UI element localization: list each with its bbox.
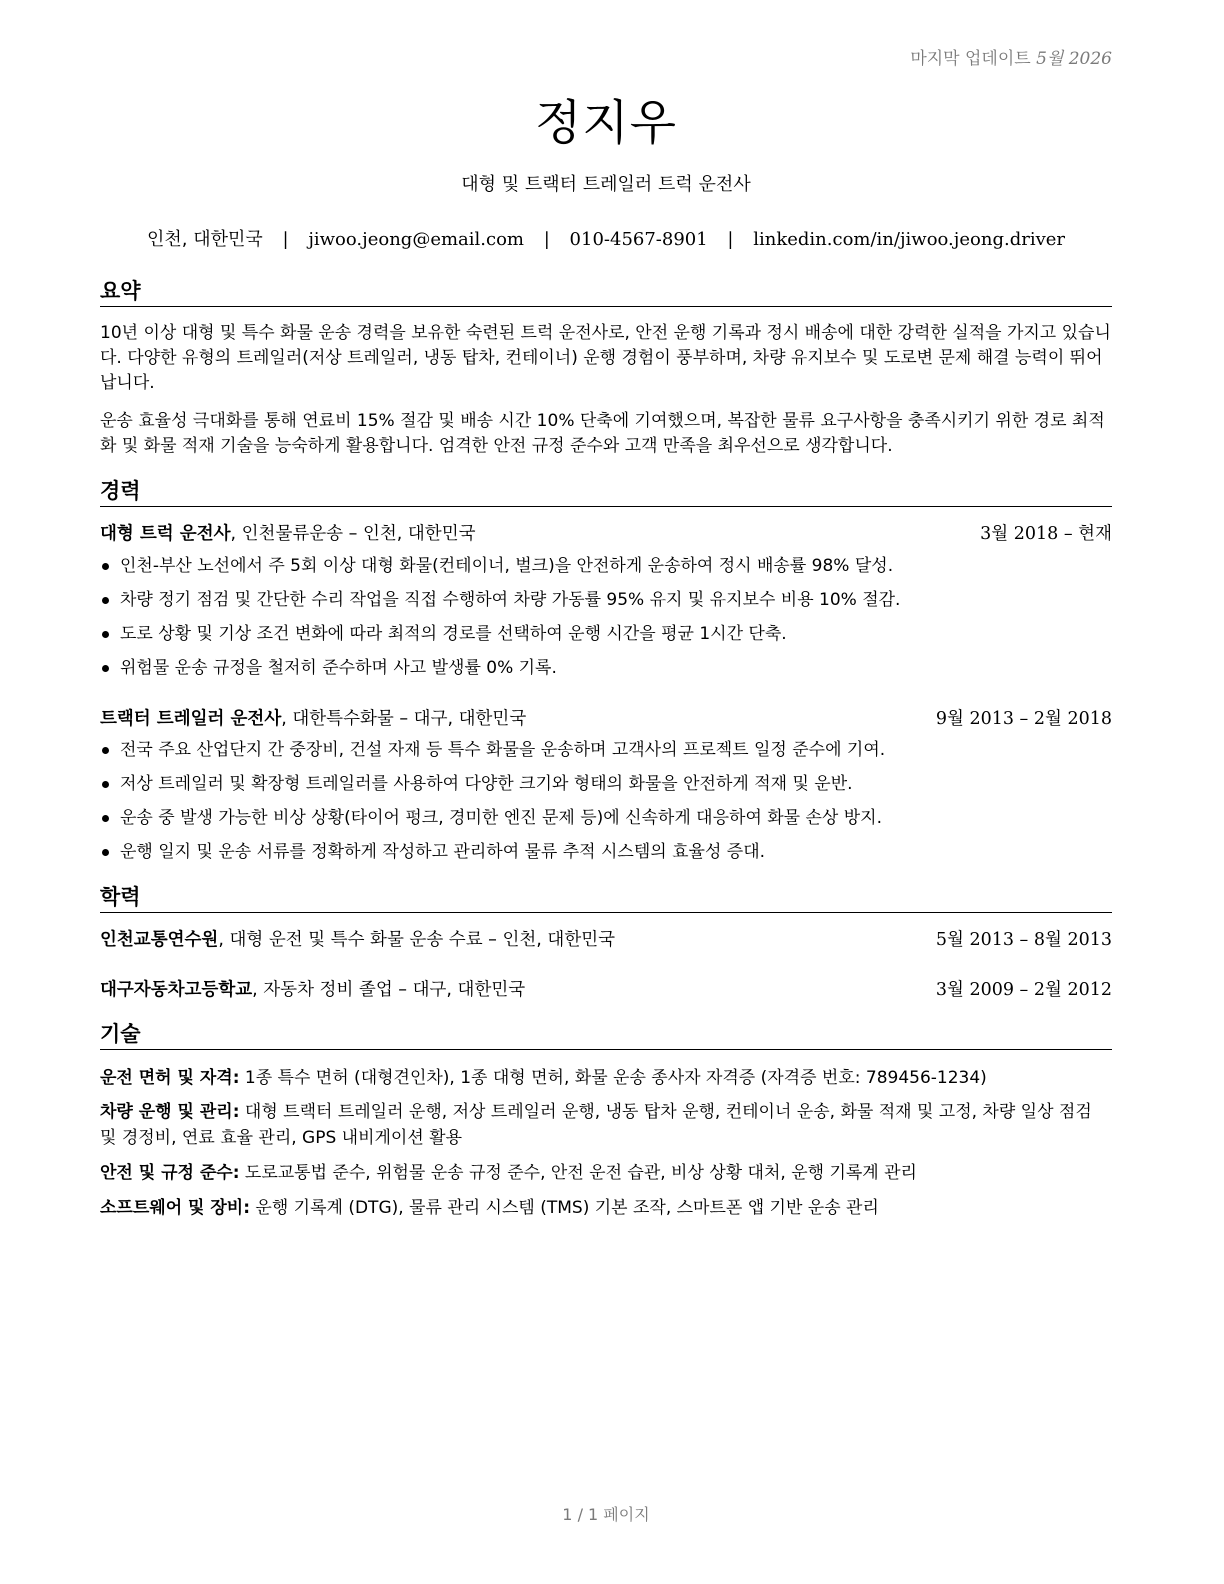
job-bullets — [100, 738, 1112, 874]
skill-label: 안전 및 규정 준수: — [100, 1163, 240, 1183]
list-item: 도로 상황 및 기상 조건 변화에 따라 최적의 경로를 선택하여 운행 시간을 평균 1시간 단축. — [100, 622, 1112, 656]
contact-separator: | — [543, 229, 550, 250]
contact-email[interactable]: jiwoo.jeong@email.com — [308, 229, 524, 250]
contact-location: 인천, 대한민국 — [146, 229, 263, 250]
job-company: , 대한특수화물 – 대구, 대한민국 — [281, 709, 527, 729]
section-title-summary: 요약 — [100, 278, 1112, 307]
skill-label: 차량 운행 및 관리: — [100, 1102, 240, 1122]
skill-label: 소프트웨어 및 장비: — [100, 1198, 251, 1218]
resume-page — [100, 0, 1112, 1584]
job-dates: 3월 2018 – 현재 — [980, 524, 1112, 544]
skill-value: 운행 기록계 (DTG), 물류 관리 시스템 (TMS) 기본 조작, 스마트폰 앱 기반 운송 관리 — [250, 1198, 879, 1218]
education-item — [100, 978, 1112, 1002]
last-updated-label: 마지막 업데이트 — [910, 49, 1031, 69]
contact-line — [100, 225, 1112, 251]
education-detail: , 대형 운전 및 특수 화물 운송 수료 – 인천, 대한민국 — [218, 930, 616, 950]
candidate-name: 정지우 — [534, 95, 678, 151]
job-dates: 9월 2013 – 2월 2018 — [935, 709, 1112, 729]
contact-separator: | — [282, 229, 289, 250]
education-school: 인천교통연수원 — [100, 930, 219, 950]
skill-value: 대형 트랙터 트레일러 운행, 저상 트레일러 운행, 냉동 탑차 운행, 컨테이너 운송, 화물 적재 및 고정, 차량 일상 점검 및 경정비, 연료 효율 관리, GPS 내비게이션 활용 — [100, 1102, 1092, 1148]
last-updated-date: 5월 2026 — [1036, 49, 1112, 69]
contact-separator: | — [727, 229, 734, 250]
skill-label: 운전 면허 및 자격: — [100, 1068, 240, 1088]
summary-paragraph: 운송 효율성 극대화를 통해 연료비 15% 절감 및 배송 시간 10% 단축에 기여했으며, 복잡한 물류 요구사항을 충족시키기 위한 경로 최적화 및 화물 적재 기술을 능숙하게 활용합니다. 엄격한 안전 규정 준수와 고객 만족을 최우선으로 생각합니다. — [100, 411, 1105, 456]
candidate-headline: 대형 및 트랙터 트레일러 트럭 운전사 — [461, 174, 751, 195]
education-school: 대구자동차고등학교 — [100, 980, 253, 1000]
list-item: 인천-부산 노선에서 주 5회 이상 대형 화물(컨테이너, 벌크)을 안전하게 운송하여 정시 배송률 98% 달성. — [100, 554, 1112, 588]
list-item: 위험물 운송 규정을 철저히 준수하며 사고 발생률 0% 기록. — [100, 656, 1112, 690]
section-title-skills: 기술 — [100, 1021, 1112, 1050]
section-title-experience: 경력 — [100, 478, 1112, 507]
education-item — [100, 928, 1112, 952]
skill-line — [100, 1065, 1112, 1091]
job-header — [100, 522, 1112, 546]
list-item: 전국 주요 산업단지 간 중장비, 건설 자재 등 특수 화물을 운송하며 고객사의 프로젝트 일정 준수에 기여. — [100, 738, 1112, 772]
skill-value: 1종 특수 면허 (대형견인차), 1종 대형 면허, 화물 운송 종사자 자격증 (자격증 번호: 789456-1234) — [239, 1068, 987, 1088]
job-role: 대형 트럭 운전사 — [100, 524, 231, 544]
education-detail: , 자동차 정비 졸업 – 대구, 대한민국 — [252, 980, 526, 1000]
list-item: 차량 정기 점검 및 간단한 수리 작업을 직접 수행하여 차량 가동률 95% 유지 및 유지보수 비용 10% 절감. — [100, 588, 1112, 622]
skill-line — [100, 1099, 1112, 1151]
education-dates: 3월 2009 – 2월 2012 — [935, 980, 1112, 1000]
list-item: 운송 중 발생 가능한 비상 상황(타이어 펑크, 경미한 엔진 문제 등)에 신속하게 대응하여 화물 손상 방지. — [100, 806, 1112, 840]
contact-linkedin[interactable]: linkedin.com/in/jiwoo.jeong.driver — [753, 229, 1065, 250]
list-item: 저상 트레일러 및 확장형 트레일러를 사용하여 다양한 크기와 형태의 화물을 안전하게 적재 및 운반. — [100, 772, 1112, 806]
skill-value: 도로교통법 준수, 위험물 운송 규정 준수, 안전 운전 습관, 비상 상황 대처, 운행 기록계 관리 — [239, 1163, 917, 1183]
education-dates: 5월 2013 – 8월 2013 — [935, 930, 1112, 950]
skill-line — [100, 1195, 1112, 1221]
last-updated — [910, 44, 1112, 69]
skill-line — [100, 1160, 1112, 1186]
section-title-education: 학력 — [100, 884, 1112, 913]
summary-paragraph: 10년 이상 대형 및 특수 화물 운송 경력을 보유한 숙련된 트럭 운전사로, 안전 운행 기록과 정시 배송에 대한 강력한 실적을 가지고 있습니다. 다양한 유형의 트레일러(저상 트레일러, 냉동 탑차, 컨테이너) 운행 경험이 풍부하며, 차량 유지보수 및 도로변 문제 해결 능력이 뛰어납니다. — [100, 323, 1111, 393]
list-item: 운행 일지 및 운송 서류를 정확하게 작성하고 관리하여 물류 추적 시스템의 효율성 증대. — [100, 840, 1112, 874]
contact-phone: 010-4567-8901 — [569, 229, 708, 250]
job-role: 트랙터 트레일러 운전사 — [100, 709, 282, 729]
page-indicator: 1 / 1 페이지 — [562, 1505, 650, 1524]
job-bullets — [100, 554, 1112, 690]
job-company: , 인천물류운송 – 인천, 대한민국 — [230, 524, 476, 544]
job-header — [100, 707, 1112, 731]
